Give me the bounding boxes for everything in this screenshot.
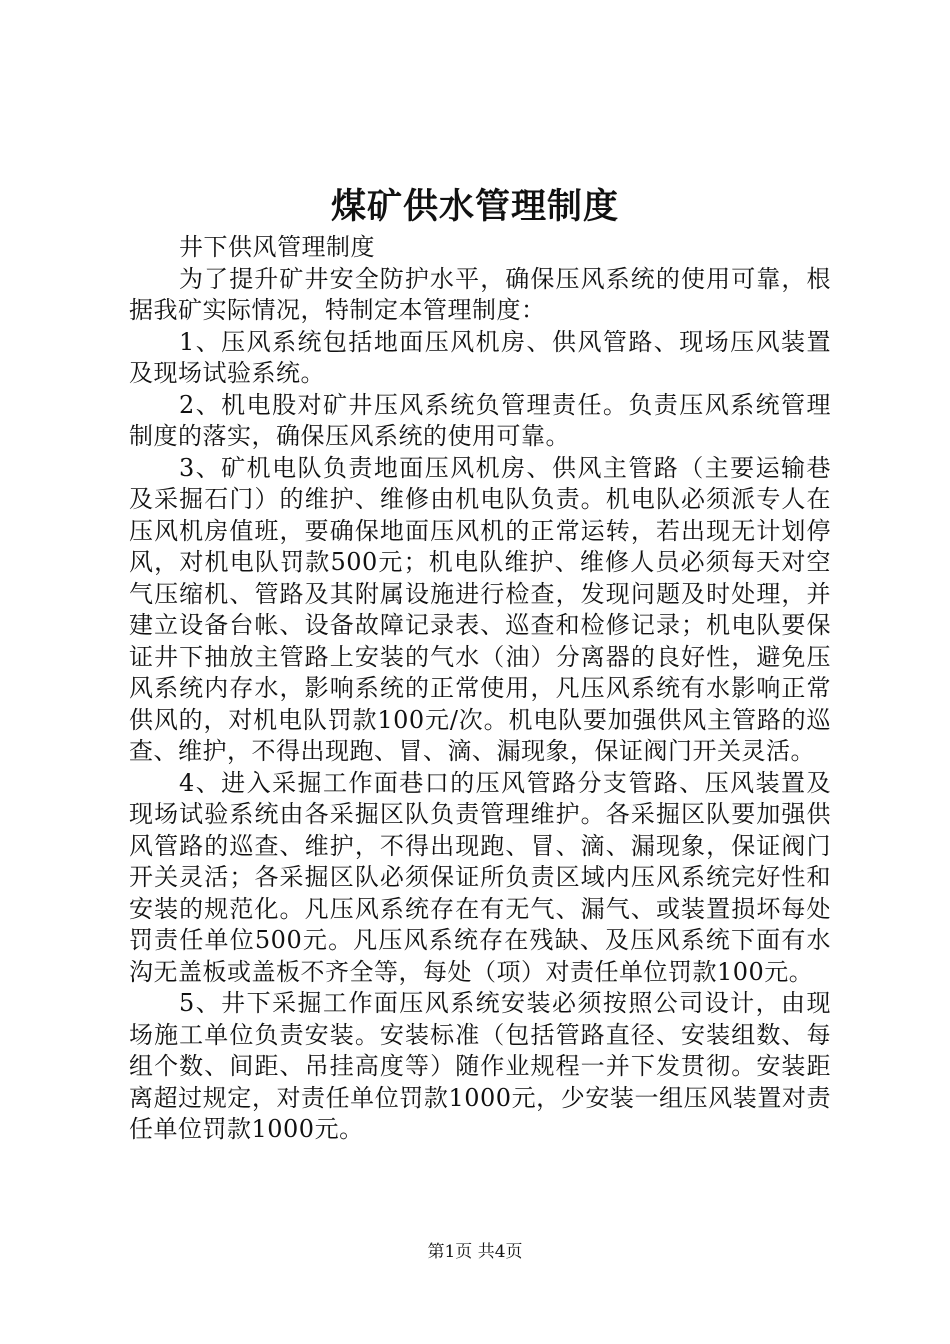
document-body	[129, 232, 831, 1146]
clause-5-paragraph: 5、井下采掘工作面压风系统安装必须按照公司设计，由现场施工单位负责安装。安装标准（包括管路直径、安装组数、每组个数、间距、吊挂高度等）随作业规程一并下发贯彻。安装距离超过规定，对责任单位罚款1000元，少安装一组压风装置对责任单位罚款1000元。	[129, 989, 831, 1143]
clause-2-paragraph: 2、机电股对矿井压风系统负管理责任。负责压风系统管理制度的落实，确保压风系统的使用可靠。	[129, 390, 831, 450]
clause-1-paragraph: 1、压风系统包括地面压风机房、供风管路、现场压风装置及现场试验系统。	[129, 327, 831, 387]
document-title: 煤矿供水管理制度	[330, 186, 619, 227]
clause-3-paragraph: 3、矿机电队负责地面压风机房、供风主管路（主要运输巷及采掘石门）的维护、维修由机电队负责。机电队必须派专人在压风机房值班，要确保地面压风机的正常运转，若出现无计划停风，对机电队罚款500元；机电队维护、维修人员必须每天对空气压缩机、管路及其附属设施进行检查，发现问题及时处理，并建立设备台帐、设备故障记录表、巡查和检修记录；机电队要保证井下抽放主管路上安装的气水（油）分离器的良好性，避免压风系统内存水，影响系统的正常使用，凡压风系统有水影响正常供风的，对机电队罚款100元/次。机电队要加强供风主管路的巡查、维护，不得出现跑、冒、滴、漏现象，保证阀门开关灵活。	[129, 453, 831, 765]
section-heading: 井下供风管理制度	[179, 233, 375, 261]
clause-4-paragraph: 4、进入采掘工作面巷口的压风管路分支管路、压风装置及现场试验系统由各采掘区队负责管理维护。各采掘区队要加强供风管路的巡查、维护，不得出现跑、冒、滴、漏现象，保证阀门开关灵活；各采掘区队必须保证所负责区域内压风系统完好性和安装的规范化。凡压风系统存在有无气、漏气、或装置损坏每处罚责任单位500元。凡压风系统存在残缺、及压风系统下面有水沟无盖板或盖板不齐全等，每处（项）对责任单位罚款100元。	[129, 768, 831, 986]
page-number-footer: 第1页 共4页	[427, 1242, 523, 1262]
intro-paragraph: 为了提升矿井安全防护水平，确保压风系统的使用可靠，根据我矿实际情况，特制定本管理制度：	[129, 264, 831, 324]
